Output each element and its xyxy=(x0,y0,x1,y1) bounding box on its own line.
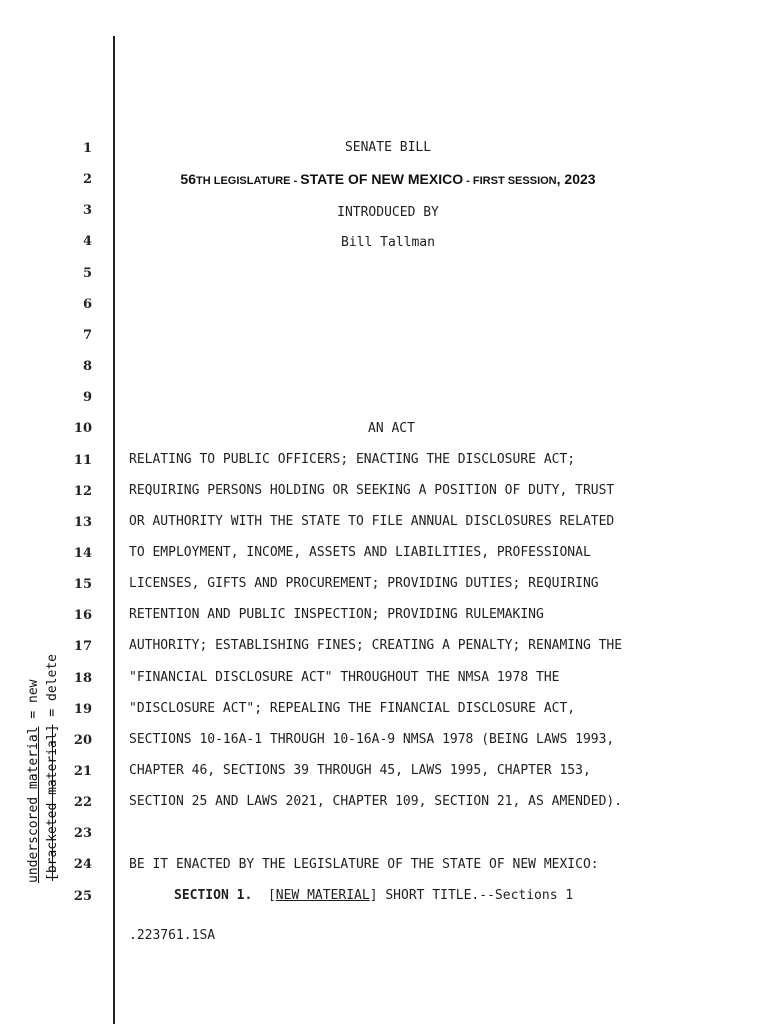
act-text-line: RELATING TO PUBLIC OFFICERS; ENACTING THE DISCLOSURE ACT; xyxy=(129,451,576,467)
act-text-line: AUTHORITY; ESTABLISHING FINES; CREATING A PENALTY; RENAMING THE xyxy=(129,638,623,654)
act-text-line: REQUIRING PERSONS HOLDING OR SEEKING A POSITION OF DUTY, TRUST xyxy=(129,482,615,498)
line-number: 5 xyxy=(82,265,92,281)
act-text-line: LICENSES, GIFTS AND PROCUREMENT; PROVIDING DUTIES; REQUIRING xyxy=(129,576,599,592)
act-text-line: CHAPTER 46, SECTIONS 39 THROUGH 45, LAWS 1995, CHAPTER 153, xyxy=(129,763,591,778)
legend-underscored-suffix: = new xyxy=(26,679,41,727)
act-title: AN ACT xyxy=(368,421,415,436)
bracket-open: [ xyxy=(267,888,276,903)
bill-type: SENATE BILL xyxy=(344,140,432,155)
act-text-line: OR AUTHORITY WITH THE STATE TO FILE ANNUAL DISCLOSURES RELATED xyxy=(129,513,615,529)
section-1-line xyxy=(174,888,573,903)
line-number: 10 xyxy=(73,421,92,437)
line-number: 22 xyxy=(73,795,92,811)
line-number: 17 xyxy=(73,639,92,655)
line-number: 6 xyxy=(82,296,92,312)
line-number: 16 xyxy=(73,608,92,624)
line-number: 8 xyxy=(82,359,92,375)
line-number: 3 xyxy=(82,203,92,219)
legend-bracketed-suffix: = delete xyxy=(45,654,60,725)
line-number: 19 xyxy=(73,701,92,717)
legend-bracketed xyxy=(45,654,60,881)
act-text-line: TO EMPLOYMENT, INCOME, ASSETS AND LIABILITIES, PROFESSIONAL xyxy=(129,544,591,560)
line-number: 1 xyxy=(82,141,92,156)
bill-code: .223761.1SA xyxy=(129,928,216,943)
legend-bracketed-text: [bracketed material] xyxy=(45,724,60,881)
legend-underscored-text: underscored material xyxy=(26,726,41,883)
line-number: 12 xyxy=(73,483,92,499)
line-number: 25 xyxy=(73,888,92,904)
enacting-clause: BE IT ENACTED BY THE LEGISLATURE OF THE STATE OF NEW MEXICO: xyxy=(129,857,599,872)
new-material-tag: NEW MATERIAL xyxy=(275,888,370,903)
margin-rule xyxy=(113,36,115,1024)
state-name: STATE OF NEW MEXICO xyxy=(300,171,464,187)
legislature-heading xyxy=(128,171,648,187)
act-text-line: RETENTION AND PUBLIC INSPECTION; PROVIDING RULEMAKING xyxy=(129,607,544,623)
section-1-text: SHORT TITLE.--Sections 1 xyxy=(377,888,574,903)
act-text-line: "DISCLOSURE ACT"; REPEALING THE FINANCIAL DISCLOSURE ACT, xyxy=(129,700,576,716)
act-text-line: "FINANCIAL DISCLOSURE ACT" THROUGHOUT THE NMSA 1978 THE xyxy=(129,669,560,685)
line-number: 11 xyxy=(73,452,92,468)
line-number: 14 xyxy=(73,545,92,561)
act-text-line: SECTION 25 AND LAWS 2021, CHAPTER 109, SECTION 21, AS AMENDED). xyxy=(129,794,623,810)
legend-underscored xyxy=(26,679,41,883)
line-number: 13 xyxy=(73,514,92,530)
section-1-label: SECTION 1. xyxy=(174,888,253,903)
line-number: 24 xyxy=(73,857,92,873)
line-number: 15 xyxy=(73,577,92,593)
legislature-suffix: TH LEGISLATURE - xyxy=(196,175,301,187)
line-number: 7 xyxy=(82,327,92,343)
bracket-close: ] xyxy=(369,888,378,903)
line-number: 18 xyxy=(73,670,92,686)
act-text-line: SECTIONS 10-16A-1 THROUGH 10-16A-9 NMSA 1978 (BEING LAWS 1993, xyxy=(129,731,615,747)
session-year: , 2023 xyxy=(556,171,596,187)
line-number: 2 xyxy=(82,172,92,188)
legislature-number: 56 xyxy=(180,171,196,187)
line-number: 4 xyxy=(82,234,92,250)
introduced-by-label: INTRODUCED BY xyxy=(337,205,439,220)
line-number: 20 xyxy=(73,732,92,748)
line-number: 9 xyxy=(82,390,92,406)
sponsor-name: Bill Tallman xyxy=(341,235,435,250)
line-number: 23 xyxy=(73,826,92,842)
session-label: - FIRST SESSION xyxy=(463,175,557,187)
line-number: 21 xyxy=(73,764,92,779)
